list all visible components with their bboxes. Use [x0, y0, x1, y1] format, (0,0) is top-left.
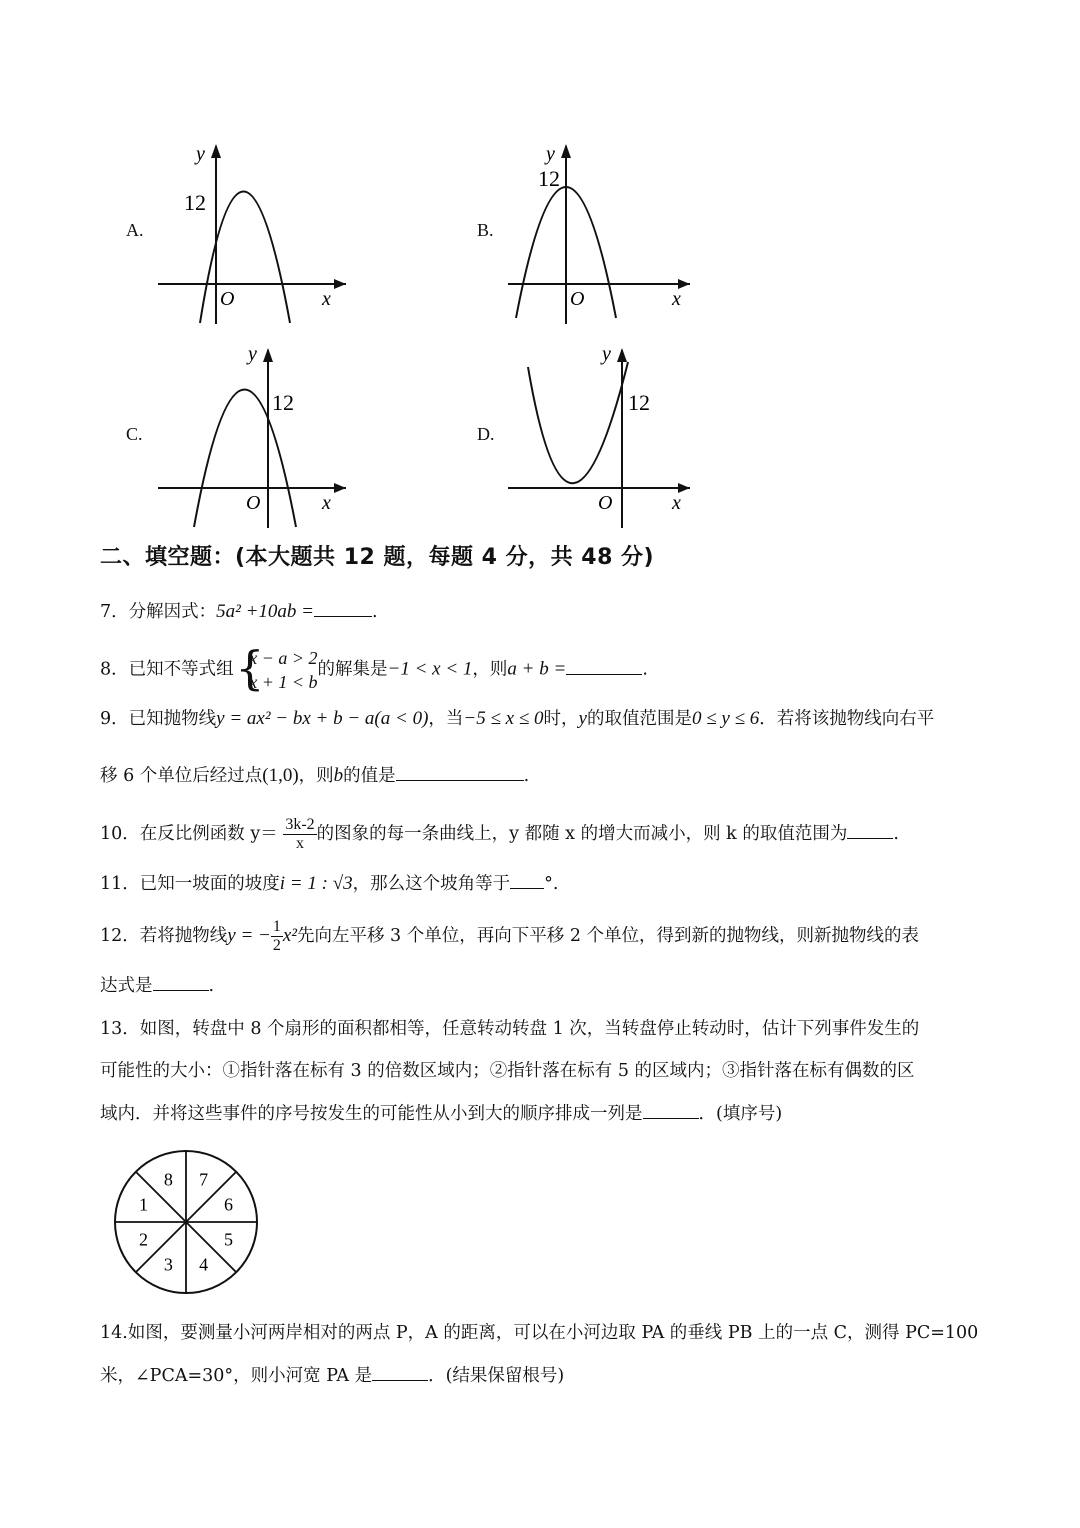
wheel-sector-label: 7	[199, 1169, 209, 1190]
option-b-label: B.	[477, 220, 494, 240]
answer-blank	[847, 818, 893, 839]
wheel-sector-label: 5	[224, 1229, 233, 1250]
question-14-line-2: 米，∠PCA=30°，则小河宽 PA 是 ．(结果保留根号)	[100, 1360, 564, 1391]
question-11: 11．已知一坡面的坡度i = 1 : √3，那么这个坡角等于 °.	[100, 868, 558, 899]
question-number: 10．	[100, 824, 140, 844]
section-title: 二、填空题：(本大题共 12 题，每题 4 分，共 48 分)	[100, 545, 655, 570]
intercept-label: 12	[538, 166, 560, 191]
option-d-graph	[500, 342, 700, 532]
intercept-label: 12	[184, 190, 206, 215]
math-expression: 5a² +10ab =	[216, 601, 314, 622]
fraction: $\frac{3k-2}{x}$	[285, 816, 315, 852]
x-label: x	[322, 288, 331, 310]
question-text: 已知不等式组	[128, 659, 234, 680]
spinner-wheel	[104, 1150, 268, 1294]
y-label: y	[546, 143, 555, 165]
x-label: x	[322, 492, 331, 514]
question-12-line-1: 12．若将抛物线y = − $\frac{1}{2}$ x²先向左平移 3 个单位，再向下平移 2 个单位，得到新的抛物线，则新抛物线的表	[100, 918, 920, 954]
question-number: 14.	[100, 1323, 128, 1343]
brace-icon: {	[235, 641, 265, 695]
y-arrow	[263, 348, 273, 362]
option-c-graph	[150, 342, 350, 532]
wheel-sector-label: 1	[139, 1194, 148, 1215]
wheel-sector-label: 8	[163, 1169, 173, 1190]
question-number: 13．	[100, 1019, 140, 1039]
origin-label: O	[598, 492, 613, 514]
question-9-line-2: 移 6 个单位后经过点(1,0)，则b的值是 .	[100, 760, 529, 791]
option-c-label: C.	[126, 424, 143, 444]
option-b-graph	[500, 138, 700, 328]
question-9-line-1: 9．已知抛物线y = ax² − bx + b − a(a < 0)，当−5 ≤ x ≤ 0时，y的取值范围是0 ≤ y ≤ 6．若将该抛物线向右平	[100, 708, 935, 729]
x-label: x	[672, 288, 681, 310]
x-label: x	[672, 492, 681, 514]
y-arrow	[561, 144, 571, 158]
wheel-sector-label: 3	[163, 1254, 173, 1275]
question-13-line-3: 域内．并将这些事件的序号按发生的可能性从小到大的顺序排成一列是 ．(填序号)	[100, 1098, 782, 1129]
origin-label: O	[570, 288, 585, 310]
fraction: $\frac{1}{2}$	[272, 918, 281, 954]
parabola	[528, 362, 628, 483]
question-13-line-1: 13．如图，转盘中 8 个扇形的面积都相等，任意转动转盘 1 次，当转盘停止转动时，估计下列事件发生的	[100, 1019, 920, 1039]
question-14-line-1: 14.如图，要测量小河两岸相对的两点 P，A 的距离，可以在小河边取 PA 的垂线 PB 上的一点 C，测得 PC=100	[100, 1323, 979, 1343]
question-number: 8．	[100, 659, 129, 680]
question-number: 12．	[100, 926, 140, 946]
question-number: 7．	[100, 602, 129, 622]
y-label: y	[602, 343, 611, 365]
answer-blank	[396, 760, 524, 781]
question-10: 10．在反比例函数 y＝ $\frac{3k-2}{x}$ 的图象的每一条曲线上，y 都随 x 的增大而减小，则 k 的取值范围为 .	[100, 816, 899, 852]
option-d-label: D.	[477, 424, 495, 444]
inequality-system: { x − a > 2 x + 1 < b	[235, 641, 318, 695]
question-7: 7．分解因式：5a² +10ab = .	[100, 596, 378, 627]
option-a-graph	[150, 138, 350, 328]
question-13-line-2: 可能性的大小：①指针落在标有 3 的倍数区域内；②指针落在标有 5 的区域内；③指针落在标有偶数的区	[100, 1061, 915, 1081]
wheel-sector-label: 4	[199, 1254, 209, 1275]
origin-label: O	[220, 288, 235, 310]
y-arrow	[211, 144, 221, 158]
question-number: 9．	[100, 709, 129, 729]
intercept-label: 12	[272, 390, 294, 415]
origin-label: O	[246, 492, 261, 514]
x-arrow	[334, 483, 346, 493]
question-text: 分解因式：	[128, 602, 217, 622]
question-12-line-2: 达式是 .	[100, 970, 214, 1001]
option-a-label: A.	[126, 220, 144, 240]
x-arrow	[334, 279, 346, 289]
intercept-label: 12	[628, 390, 650, 415]
parabola	[200, 192, 290, 324]
answer-blank	[314, 596, 372, 617]
question-8: 8．已知不等式组 { x − a > 2 x + 1 < b 的解集是−1 < x < 1，则a + b = .	[100, 641, 648, 695]
y-label: y	[196, 143, 205, 165]
y-label: y	[248, 343, 257, 365]
answer-blank	[510, 868, 544, 889]
answer-blank	[566, 654, 642, 675]
question-number: 11．	[100, 874, 140, 894]
y-arrow	[617, 348, 627, 362]
wheel-sector-label: 6	[224, 1194, 233, 1215]
wheel-sector-label: 2	[139, 1229, 148, 1250]
answer-blank	[153, 970, 209, 991]
answer-blank	[643, 1098, 699, 1119]
answer-blank	[372, 1360, 428, 1381]
